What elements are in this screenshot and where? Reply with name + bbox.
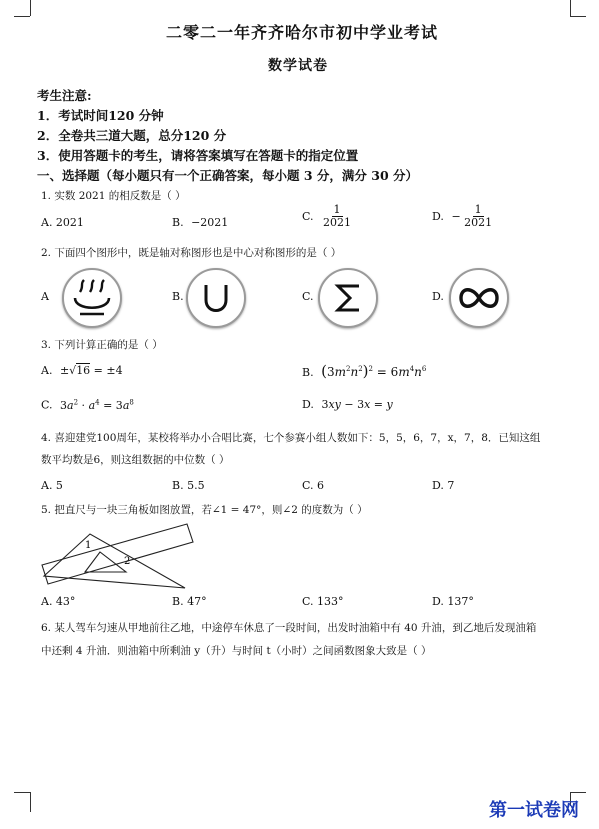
question-3-option-b[interactable] [302, 362, 426, 380]
ruler-shape [42, 524, 193, 584]
question-5-option-b[interactable]: B. 47° [172, 595, 207, 608]
denominator: 2021 [323, 216, 352, 230]
crop-mark [30, 0, 31, 16]
section-heading: 一、选择题（每小题只有一个正确答案，每小题 3 分，满分 30 分） [37, 168, 419, 183]
option-label: D. [432, 210, 444, 224]
hot-spring-glyph [70, 276, 114, 320]
math-expression: 3xy − 3x = y [321, 398, 393, 411]
infinity-icon[interactable] [449, 268, 509, 328]
question-3-option-c[interactable] [41, 398, 134, 412]
page-title: 二零二一年齐齐哈尔市初中学业考试 [166, 23, 439, 42]
question-3-option-a[interactable] [41, 364, 123, 377]
sigma-glyph [328, 278, 368, 318]
question-1-option-d[interactable] [432, 204, 492, 229]
crop-mark [30, 792, 31, 812]
question-1-option-b[interactable] [172, 216, 228, 229]
question-4-option-d[interactable]: D. 7 [432, 479, 455, 492]
option-label: D. [302, 398, 314, 411]
question-4-stem-line-1: 4. 喜迎建党100周年，某校将举办小合唱比赛，七个参赛小组人数如下：5，5，6，7，x，7，8．已知这组 [41, 432, 541, 444]
math-expression: $(3m^2n^2)^2 = 6m^4n^6$ [321, 362, 427, 380]
denominator: 2021 [464, 216, 493, 230]
numerator: 1 [474, 203, 482, 216]
question-2-option-b-label: B. [172, 290, 184, 303]
page-subtitle: 数学试卷 [268, 58, 328, 74]
crop-mark [570, 16, 586, 17]
crop-mark [14, 792, 30, 793]
infinity-glyph [457, 283, 501, 313]
question-3-stem: 3. 下列计算正确的是（ ） [41, 339, 163, 351]
fraction [323, 204, 351, 229]
notice-item-2: 2．全卷共三道大题，总分120 分 [37, 128, 227, 143]
angle-1-label: 1 [85, 540, 92, 551]
sigma-icon[interactable] [318, 268, 378, 328]
site-watermark: 第一试卷网 [489, 800, 579, 821]
question-5-option-d[interactable]: D. 137° [432, 595, 474, 608]
question-3-option-d[interactable] [302, 398, 393, 411]
union-glyph [196, 278, 236, 318]
question-2-option-c-label: C. [302, 290, 314, 303]
question-1-stem: 1. 实数 2021 的相反数是（ ） [41, 190, 186, 202]
notice-heading: 考生注意: [37, 88, 92, 103]
triangle-inner [85, 552, 126, 572]
question-6-stem-line-2: 中还剩 4 升油．则油箱中所剩油 y（升）与时间 t（小时）之间函数图象大致是（ ） [41, 645, 432, 657]
crop-mark [570, 792, 586, 793]
question-4-stem-line-2: 数平均数是6，则这组数据的中位数（ ） [41, 454, 230, 466]
notice-item-3: 3．使用答题卡的考生，请将答案填写在答题卡的指定位置 [37, 148, 359, 163]
union-icon[interactable] [186, 268, 246, 328]
question-5-option-c[interactable]: C. 133° [302, 595, 344, 608]
minus-sign: − [451, 210, 461, 224]
question-2-option-a-label: A [41, 290, 49, 303]
triangle-outer [44, 534, 185, 588]
math-expression: $3a^2 \cdot a^4 = 3a^8$ [60, 398, 134, 412]
question-5-option-a[interactable]: A. 43° [41, 595, 76, 608]
question-5-stem: 5. 把直尺与一块三角板如图放置，若∠1 = 47°，则∠2 的度数为（ ） [41, 504, 368, 516]
option-label: C. [41, 398, 53, 412]
question-4-option-c[interactable]: C. 6 [302, 479, 325, 492]
crop-mark [570, 0, 571, 16]
question-6-stem-line-1: 6. 某人驾车匀速从甲地前往乙地，中途停车休息了一段时间，出发时油箱中有 40 升油，到乙地后发现油箱 [41, 622, 537, 634]
ruler-triangle-figure [38, 518, 196, 594]
option-label: B. [302, 366, 314, 379]
numerator: 1 [333, 203, 341, 216]
hot-spring-icon[interactable] [62, 268, 122, 328]
question-4-option-b[interactable]: B. 5.5 [172, 479, 205, 492]
option-label: A. [41, 364, 53, 377]
question-4-option-a[interactable]: A. 5 [41, 479, 63, 492]
question-2-option-d-label: D. [432, 290, 444, 303]
math-expression: ±√16 = ±4 [59, 364, 123, 377]
angle-2-label: 2 [124, 556, 131, 567]
question-1-option-c[interactable] [302, 204, 351, 229]
option-label: B. [172, 216, 184, 229]
question-1-option-a[interactable]: A. 2021 [41, 216, 84, 229]
notice-item-1: 1．考试时间120 分钟 [37, 108, 164, 123]
question-2-stem: 2. 下面四个图形中，既是轴对称图形也是中心对称图形的是（ ） [41, 247, 342, 259]
fraction [464, 204, 492, 229]
crop-mark [14, 16, 30, 17]
option-value: −2021 [191, 216, 229, 229]
option-label: C. [302, 210, 314, 224]
